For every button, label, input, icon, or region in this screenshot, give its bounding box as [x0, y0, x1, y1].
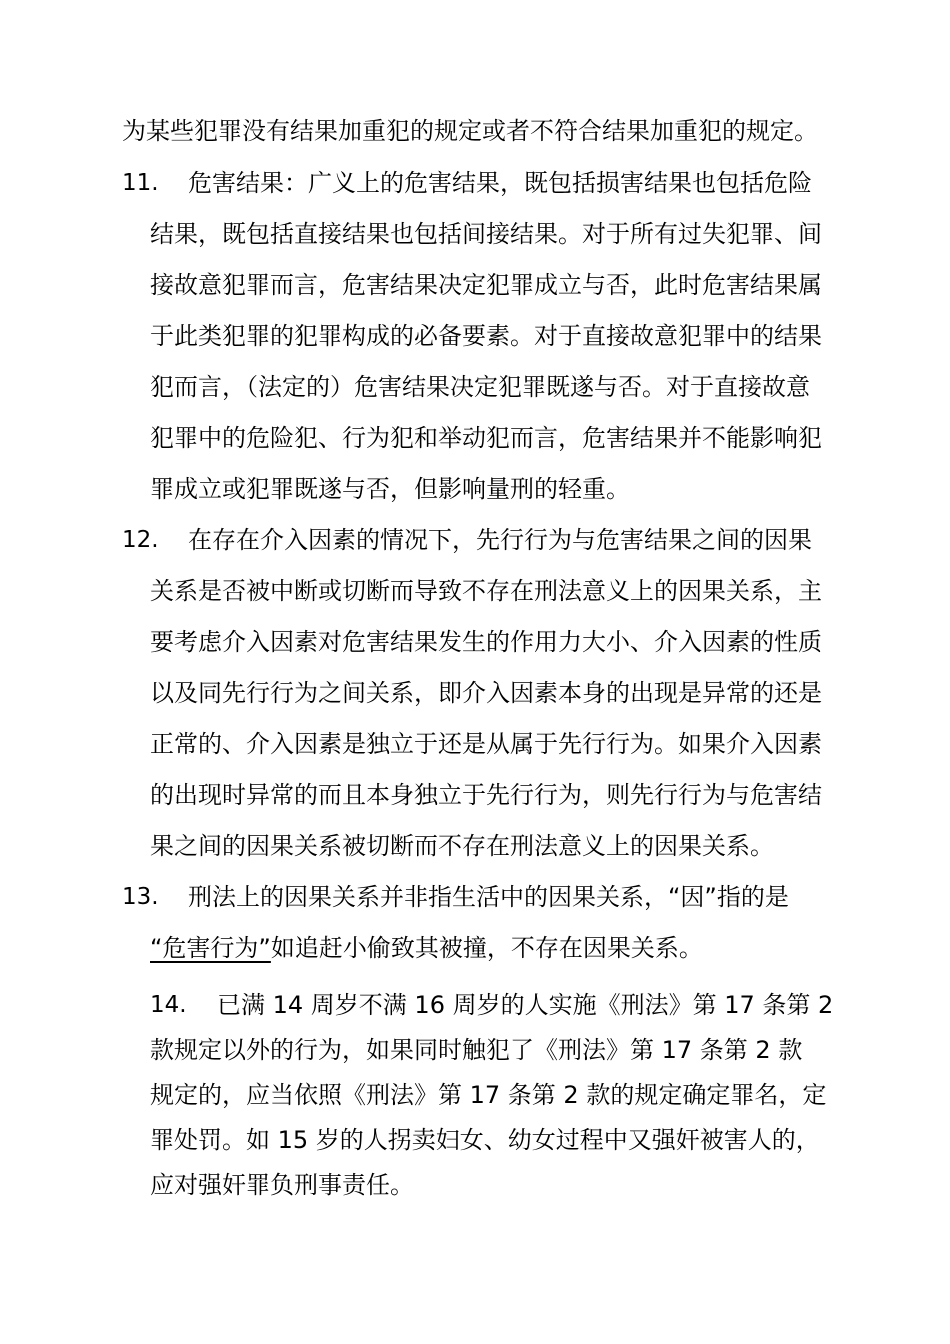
item-number-11: 11. [122, 170, 159, 196]
item-11-line: 结果，既包括直接结果也包括间接结果。对于所有过失犯罪、间 [150, 220, 822, 248]
item-12-line: 在存在介入因素的情况下，先行行为与危害结果之间的因果 [188, 526, 812, 554]
item-12-line: 果之间的因果关系被切断而不存在刑法意义上的因果关系。 [150, 832, 774, 860]
item-number-12: 12. [122, 527, 159, 553]
item-number-13: 13. [122, 884, 159, 910]
item-13-tail: 如追赶小偷致其被撞，不存在因果关系。 [270, 934, 703, 962]
item-14-line: 规定的，应当依照《刑法》第 17 条第 2 款的规定确定罪名，定 [150, 1081, 827, 1109]
item-14-line: 已满 14 周岁不满 16 周岁的人实施《刑法》第 17 条第 2 [217, 991, 834, 1019]
item-12-line: 关系是否被中断或切断而导致不存在刑法意义上的因果关系，主 [150, 577, 822, 605]
item-12-line: 以及同先行行为之间关系，即介入因素本身的出现是异常的还是 [150, 679, 822, 707]
item-12-line: 正常的、介入因素是独立于还是从属于先行行为。如果介入因素 [150, 730, 822, 758]
item-12-line: 的出现时异常的而且本身独立于先行行为，则先行行为与危害结 [150, 781, 822, 809]
item-12-line: 要考虑介入因素对危害结果发生的作用力大小、介入因素的性质 [150, 628, 822, 656]
continuation-line: 为某些犯罪没有结果加重犯的规定或者不符合结果加重犯的规定。 [122, 117, 818, 145]
item-14-line: 款规定以外的行为，如果同时触犯了《刑法》第 17 条第 2 款 [150, 1036, 803, 1064]
item-11-line: 犯而言，（法定的）危害结果决定犯罪既遂与否。对于直接故意 [150, 373, 810, 401]
item-13-line-2 [150, 931, 703, 965]
item-11-line: 危害结果：广义上的危害结果，既包括损害结果也包括危险 [188, 169, 812, 197]
underlined-term: “危害行为” [150, 934, 271, 962]
item-11-line: 接故意犯罪而言，危害结果决定犯罪成立与否，此时危害结果属 [150, 271, 822, 299]
item-13-line: 刑法上的因果关系并非指生活中的因果关系，“因”指的是 [188, 883, 789, 911]
item-14-line: 应对强奸罪负刑事责任。 [150, 1171, 414, 1199]
item-11-line: 犯罪中的危险犯、行为犯和举动犯而言，危害结果并不能影响犯 [150, 424, 822, 452]
item-11-line: 于此类犯罪的犯罪构成的必备要素。对于直接故意犯罪中的结果 [150, 322, 822, 350]
item-number-14: 14. [150, 992, 187, 1018]
item-14-line: 罪处罚。如 15 岁的人拐卖妇女、幼女过程中又强奸被害人的， [150, 1126, 820, 1154]
item-11-line: 罪成立或犯罪既遂与否，但影响量刑的轻重。 [150, 475, 630, 503]
